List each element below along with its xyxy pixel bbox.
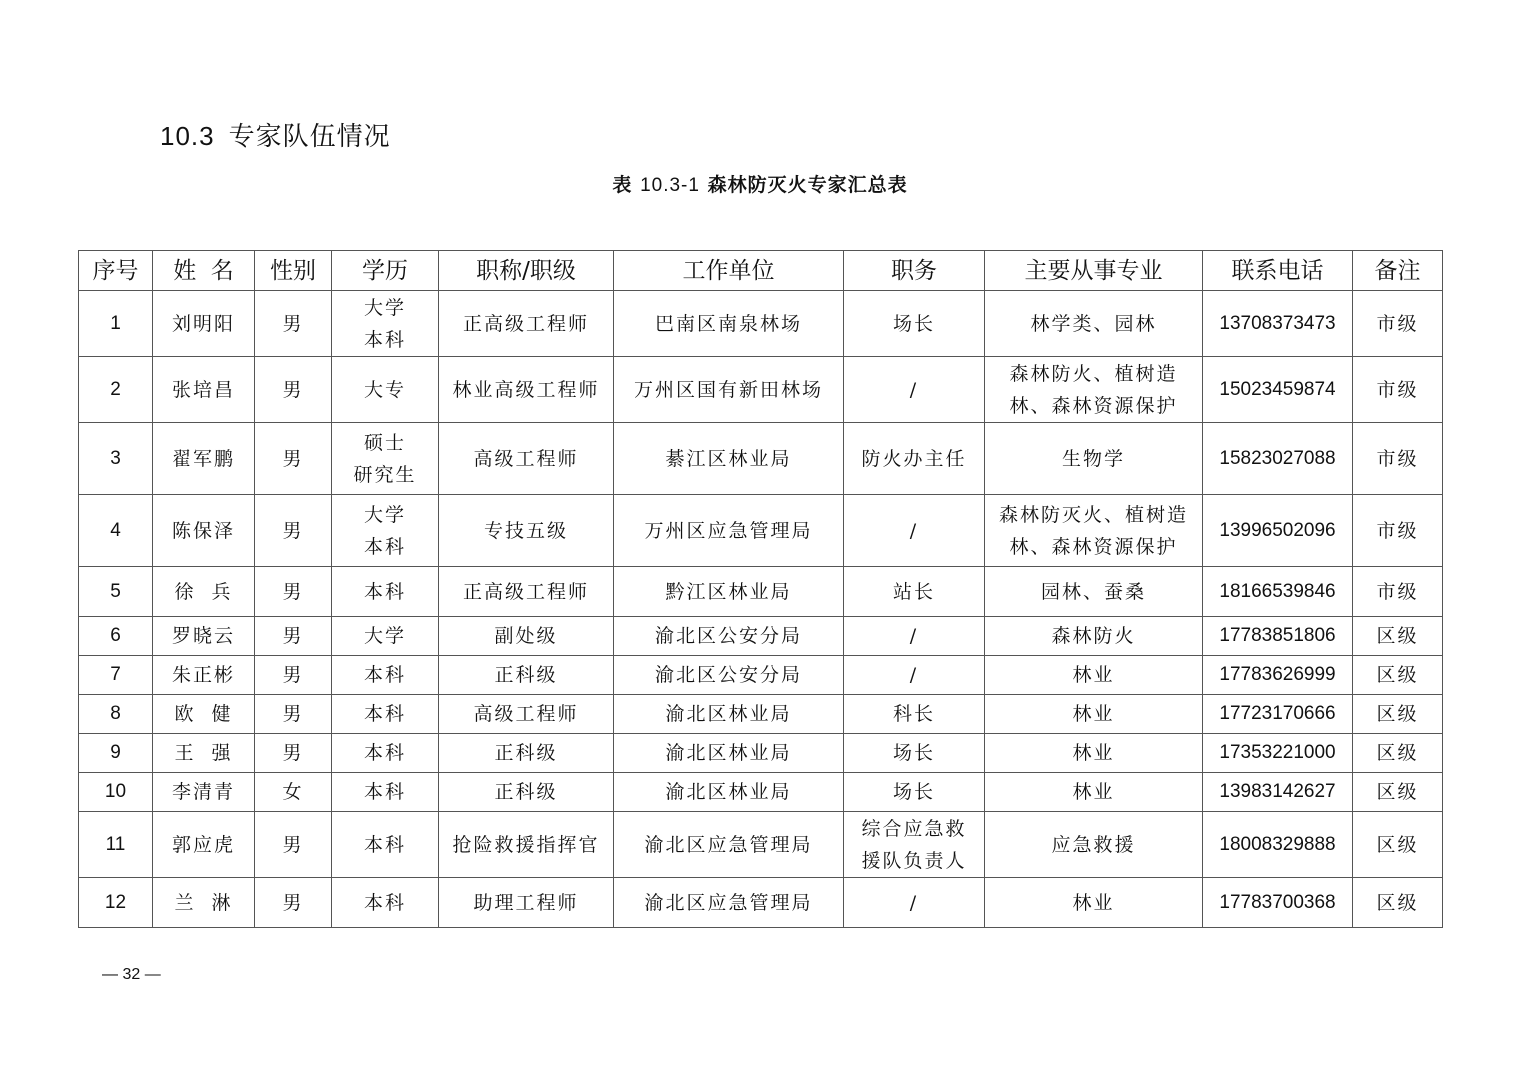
no-cell: 6 <box>79 617 153 656</box>
phone-cell: 15823027088 <box>1203 423 1353 495</box>
education-cell <box>332 423 439 495</box>
education-cell <box>332 357 439 423</box>
education-cell <box>332 617 439 656</box>
position-cell-line: / <box>909 625 919 647</box>
position-cell <box>844 812 985 878</box>
no-cell: 12 <box>79 878 153 928</box>
caption-title: 森林防灭火专家汇总表 <box>707 174 908 196</box>
table-row <box>79 773 1443 812</box>
education-cell-line: 本科 <box>363 580 406 603</box>
position-cell-line: 援队负责人 <box>861 849 967 872</box>
position-cell <box>844 495 985 567</box>
gender-cell: 男 <box>255 617 332 656</box>
header-cell: 性别 <box>255 251 332 291</box>
education-cell <box>332 812 439 878</box>
gender-cell: 女 <box>255 773 332 812</box>
education-cell-line: 大学 <box>363 625 406 647</box>
table-row <box>79 878 1443 928</box>
gender-cell: 男 <box>255 878 332 928</box>
gender-cell: 男 <box>255 357 332 423</box>
phone-cell: 17353221000 <box>1203 734 1353 773</box>
specialty-cell-line: 园林、蚕桑 <box>1040 580 1146 603</box>
name-cell: 刘明阳 <box>153 291 255 357</box>
note-cell: 市级 <box>1353 567 1443 617</box>
position-cell-line: / <box>909 664 919 686</box>
rank-cell: 专技五级 <box>439 495 614 567</box>
name-cell: 郭应虎 <box>153 812 255 878</box>
specialty-cell-line: 林学类、园林 <box>1030 312 1157 335</box>
rank-cell: 正科级 <box>439 734 614 773</box>
header-cell: 姓 名 <box>153 251 255 291</box>
header-cell: 联系电话 <box>1203 251 1353 291</box>
education-cell <box>332 495 439 567</box>
no-cell: 9 <box>79 734 153 773</box>
rank-cell: 正科级 <box>439 773 614 812</box>
no-cell: 10 <box>79 773 153 812</box>
name-cell: 陈保泽 <box>153 495 255 567</box>
note-cell: 区级 <box>1353 773 1443 812</box>
phone-cell: 18008329888 <box>1203 812 1353 878</box>
education-cell <box>332 734 439 773</box>
specialty-cell <box>985 567 1203 617</box>
no-cell: 2 <box>79 357 153 423</box>
gender-cell: 男 <box>255 423 332 495</box>
position-cell-line: / <box>909 519 919 542</box>
specialty-cell-line: 林业 <box>1072 703 1115 725</box>
name-cell: 徐 兵 <box>153 567 255 617</box>
specialty-cell <box>985 291 1203 357</box>
education-cell-line: 本科 <box>363 781 406 803</box>
phone-cell: 13996502096 <box>1203 495 1353 567</box>
table-body <box>79 291 1443 928</box>
rank-cell: 正科级 <box>439 656 614 695</box>
position-cell <box>844 291 985 357</box>
rank-cell: 抢险救援指挥官 <box>439 812 614 878</box>
work-unit-cell: 渝北区公安分局 <box>614 617 844 656</box>
section-title-text: 专家队伍情况 <box>228 122 391 152</box>
header-cell: 主要从事专业 <box>985 251 1203 291</box>
name-cell: 欧 健 <box>153 695 255 734</box>
work-unit-cell: 渝北区公安分局 <box>614 656 844 695</box>
specialty-cell-line: 生物学 <box>1061 447 1125 470</box>
specialty-cell <box>985 423 1203 495</box>
phone-cell: 13983142627 <box>1203 773 1353 812</box>
header-cell: 工作单位 <box>614 251 844 291</box>
section-number: 10.3 <box>160 121 215 151</box>
table-row <box>79 357 1443 423</box>
phone-cell: 13708373473 <box>1203 291 1353 357</box>
position-cell <box>844 734 985 773</box>
header-cell: 学历 <box>332 251 439 291</box>
education-cell-line: 硕士 <box>363 431 406 454</box>
position-cell-line: 科长 <box>892 703 935 725</box>
position-cell-line: 场长 <box>892 312 935 335</box>
position-cell <box>844 878 985 928</box>
position-cell <box>844 423 985 495</box>
name-cell: 翟军鹏 <box>153 423 255 495</box>
work-unit-cell: 黔江区林业局 <box>614 567 844 617</box>
specialty-cell <box>985 695 1203 734</box>
gender-cell: 男 <box>255 812 332 878</box>
education-cell-line: 本科 <box>363 891 406 914</box>
header-cell: 备注 <box>1353 251 1443 291</box>
table-row <box>79 567 1443 617</box>
table-row <box>79 812 1443 878</box>
section-title <box>160 116 391 153</box>
table-row <box>79 617 1443 656</box>
note-cell: 市级 <box>1353 423 1443 495</box>
gender-cell: 男 <box>255 695 332 734</box>
gender-cell: 男 <box>255 567 332 617</box>
position-cell <box>844 617 985 656</box>
rank-cell: 正高级工程师 <box>439 567 614 617</box>
phone-cell: 17783626999 <box>1203 656 1353 695</box>
position-cell <box>844 656 985 695</box>
work-unit-cell: 渝北区林业局 <box>614 695 844 734</box>
specialty-cell-line: 林业 <box>1072 742 1115 764</box>
position-cell <box>844 567 985 617</box>
specialty-cell-line: 应急救援 <box>1051 833 1136 856</box>
name-cell: 朱正彬 <box>153 656 255 695</box>
rank-cell: 助理工程师 <box>439 878 614 928</box>
table-header-row <box>79 251 1443 291</box>
education-cell <box>332 656 439 695</box>
phone-cell: 15023459874 <box>1203 357 1353 423</box>
education-cell <box>332 695 439 734</box>
work-unit-cell: 渝北区应急管理局 <box>614 878 844 928</box>
position-cell-line: 场长 <box>892 742 935 764</box>
no-cell: 7 <box>79 656 153 695</box>
table-row <box>79 695 1443 734</box>
education-cell-line: 本科 <box>363 535 406 558</box>
note-cell: 市级 <box>1353 357 1443 423</box>
note-cell: 区级 <box>1353 812 1443 878</box>
table-row <box>79 734 1443 773</box>
position-cell-line: / <box>909 891 919 914</box>
note-cell: 区级 <box>1353 617 1443 656</box>
note-cell: 区级 <box>1353 656 1443 695</box>
education-cell-line: 大学 <box>363 296 406 319</box>
name-cell: 张培昌 <box>153 357 255 423</box>
work-unit-cell: 渝北区林业局 <box>614 773 844 812</box>
no-cell: 11 <box>79 812 153 878</box>
no-cell: 1 <box>79 291 153 357</box>
position-cell-line: 场长 <box>892 781 935 803</box>
specialty-cell <box>985 773 1203 812</box>
specialty-cell-line: 林业 <box>1072 891 1115 914</box>
education-cell <box>332 878 439 928</box>
gender-cell: 男 <box>255 495 332 567</box>
specialty-cell-line: 林、森林资源保护 <box>1009 394 1178 417</box>
education-cell-line: 本科 <box>363 328 406 351</box>
education-cell-line: 大学 <box>363 503 406 526</box>
education-cell <box>332 291 439 357</box>
work-unit-cell: 渝北区应急管理局 <box>614 812 844 878</box>
phone-cell: 18166539846 <box>1203 567 1353 617</box>
phone-cell: 17783700368 <box>1203 878 1353 928</box>
education-cell-line: 本科 <box>363 664 406 686</box>
specialty-cell <box>985 734 1203 773</box>
specialty-cell-line: 林业 <box>1072 781 1115 803</box>
education-cell <box>332 567 439 617</box>
work-unit-cell: 巴南区南泉林场 <box>614 291 844 357</box>
specialty-cell <box>985 878 1203 928</box>
no-cell: 4 <box>79 495 153 567</box>
education-cell-line: 大专 <box>363 378 406 401</box>
caption-prefix: 表 <box>612 174 633 196</box>
work-unit-cell: 万州区国有新田林场 <box>614 357 844 423</box>
position-cell-line: 防火办主任 <box>861 447 967 470</box>
no-cell: 3 <box>79 423 153 495</box>
gender-cell: 男 <box>255 734 332 773</box>
specialty-cell <box>985 656 1203 695</box>
specialty-cell <box>985 617 1203 656</box>
education-cell-line: 本科 <box>363 742 406 764</box>
header-cell: 职务 <box>844 251 985 291</box>
gender-cell: 男 <box>255 291 332 357</box>
no-cell: 5 <box>79 567 153 617</box>
table-caption <box>0 170 1520 197</box>
specialty-cell-line: 林、森林资源保护 <box>1009 535 1178 558</box>
header-cell: 职称/职级 <box>439 251 614 291</box>
note-cell: 区级 <box>1353 878 1443 928</box>
specialty-cell <box>985 357 1203 423</box>
rank-cell: 高级工程师 <box>439 423 614 495</box>
name-cell: 王 强 <box>153 734 255 773</box>
name-cell: 李清青 <box>153 773 255 812</box>
experts-table <box>78 250 1443 928</box>
specialty-cell-line: 森林防火 <box>1051 625 1136 647</box>
name-cell: 罗晓云 <box>153 617 255 656</box>
specialty-cell <box>985 495 1203 567</box>
position-cell-line: 综合应急救 <box>861 817 967 840</box>
header-cell: 序号 <box>79 251 153 291</box>
page-number: — 32 — <box>102 966 161 983</box>
note-cell: 市级 <box>1353 495 1443 567</box>
rank-cell: 林业高级工程师 <box>439 357 614 423</box>
education-cell-line: 本科 <box>363 833 406 856</box>
specialty-cell-line: 森林防灭火、植树造 <box>998 503 1188 526</box>
rank-cell: 正高级工程师 <box>439 291 614 357</box>
gender-cell: 男 <box>255 656 332 695</box>
note-cell: 区级 <box>1353 695 1443 734</box>
specialty-cell-line: 林业 <box>1072 664 1115 686</box>
no-cell: 8 <box>79 695 153 734</box>
position-cell <box>844 357 985 423</box>
table-row <box>79 423 1443 495</box>
work-unit-cell: 綦江区林业局 <box>614 423 844 495</box>
position-cell-line: / <box>909 378 919 401</box>
specialty-cell-line: 森林防火、植树造 <box>1009 362 1178 385</box>
work-unit-cell: 渝北区林业局 <box>614 734 844 773</box>
specialty-cell <box>985 812 1203 878</box>
table-row <box>79 495 1443 567</box>
rank-cell: 高级工程师 <box>439 695 614 734</box>
education-cell <box>332 773 439 812</box>
table-row <box>79 656 1443 695</box>
position-cell <box>844 695 985 734</box>
note-cell: 区级 <box>1353 734 1443 773</box>
position-cell <box>844 773 985 812</box>
phone-cell: 17783851806 <box>1203 617 1353 656</box>
note-cell: 市级 <box>1353 291 1443 357</box>
education-cell-line: 本科 <box>363 703 406 725</box>
education-cell-line: 研究生 <box>353 463 417 486</box>
phone-cell: 17723170666 <box>1203 695 1353 734</box>
rank-cell: 副处级 <box>439 617 614 656</box>
position-cell-line: 站长 <box>892 580 935 603</box>
work-unit-cell: 万州区应急管理局 <box>614 495 844 567</box>
table-row <box>79 291 1443 357</box>
caption-number: 10.3-1 <box>640 175 700 196</box>
name-cell: 兰 淋 <box>153 878 255 928</box>
